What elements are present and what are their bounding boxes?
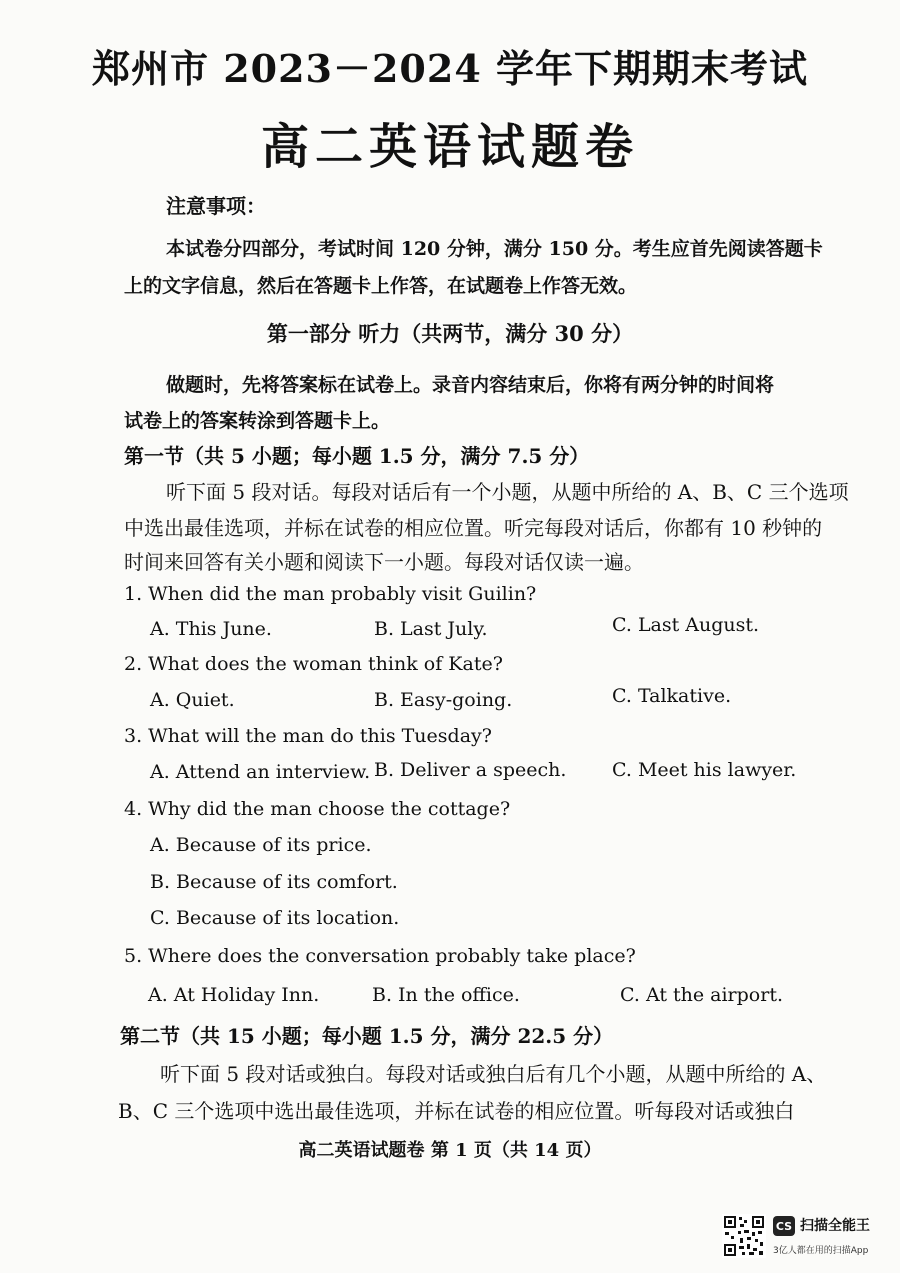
section1-instruction-1: 听下面 5 段对话。每段对话后有一个小题，从题中所给的 A、B、C 三个选项 — [166, 480, 849, 504]
section2-instruction-1: 听下面 5 段对话或独白。每段对话或独白后有几个小题，从题中所给的 A、 — [160, 1062, 827, 1086]
question-4-option-b: B. Because of its comfort. — [150, 871, 398, 893]
section1-heading: 第一节（共 5 小题；每小题 1.5 分，满分 7.5 分） — [124, 444, 590, 468]
scanner-app-name: 扫描全能王 — [800, 1218, 870, 1234]
question-3-stem: 3. What will the man do this Tuesday? — [124, 725, 492, 747]
question-5-option-b: B. In the office. — [372, 984, 520, 1006]
question-3-option-a: A. Attend an interview. — [150, 761, 371, 783]
question-1-option-c: C. Last August. — [612, 614, 760, 636]
part1-instruction-2: 试卷上的答案转涂到答题卡上。 — [124, 410, 391, 432]
question-1-option-b: B. Last July. — [374, 618, 488, 640]
question-4-option-a: A. Because of its price. — [150, 834, 372, 856]
question-1-stem: 1. When did the man probably visit Guilin? — [124, 583, 537, 605]
question-5-stem: 5. Where does the conversation probably take place? — [124, 945, 636, 967]
scanner-tagline: 3亿人都在用的扫描App — [773, 1246, 869, 1256]
question-3-option-b: B. Deliver a speech. — [374, 759, 567, 781]
part1-instruction-1: 做题时，先将答案标在试卷上。录音内容结束后，你将有两分钟的时间将 — [166, 374, 775, 396]
part1-heading: 第一部分 听力（共两节，满分 30 分） — [266, 321, 634, 346]
section2-instruction-2: B、C 三个选项中选出最佳选项，并标在试卷的相应位置。听每段对话或独白 — [118, 1099, 795, 1123]
notice-line-2: 上的文字信息，然后在答题卡上作答，在试题卷上作答无效。 — [124, 275, 638, 297]
notice-line-1: 本试卷分四部分，考试时间 120 分钟，满分 150 分。考生应首先阅读答题卡 — [166, 238, 823, 260]
camscanner-logo-icon: CS — [773, 1216, 795, 1236]
question-5-option-a: A. At Holiday Inn. — [148, 984, 320, 1006]
question-1-option-a: A. This June. — [150, 618, 272, 640]
notice-heading: 注意事项： — [166, 194, 266, 218]
question-2-stem: 2. What does the woman think of Kate? — [124, 653, 503, 675]
section1-instruction-2: 中选出最佳选项，并标在试卷的相应位置。听完每段对话后，你都有 10 秒钟的 — [124, 516, 823, 540]
exam-title: 郑州市 2023－2024 学年下期期末考试 — [92, 46, 808, 91]
section2-heading: 第二节（共 15 小题；每小题 1.5 分，满分 22.5 分） — [120, 1024, 614, 1048]
page-footer: 高二英语试题卷 第 1 页（共 14 页） — [298, 1140, 602, 1161]
section1-instruction-3: 时间来回答有关小题和阅读下一小题。每段对话仅读一遍。 — [124, 550, 644, 574]
question-4-stem: 4. Why did the man choose the cottage? — [124, 798, 511, 820]
paper-title: 高二英语试题卷 — [260, 119, 639, 175]
question-3-option-c: C. Meet his lawyer. — [612, 759, 797, 781]
question-4-option-c: C. Because of its location. — [150, 907, 400, 929]
question-5-option-c: C. At the airport. — [620, 984, 784, 1006]
question-2-option-a: A. Quiet. — [150, 689, 235, 711]
question-2-option-b: B. Easy-going. — [374, 689, 513, 711]
qr-code-icon — [722, 1214, 766, 1258]
question-2-option-c: C. Talkative. — [612, 685, 732, 707]
